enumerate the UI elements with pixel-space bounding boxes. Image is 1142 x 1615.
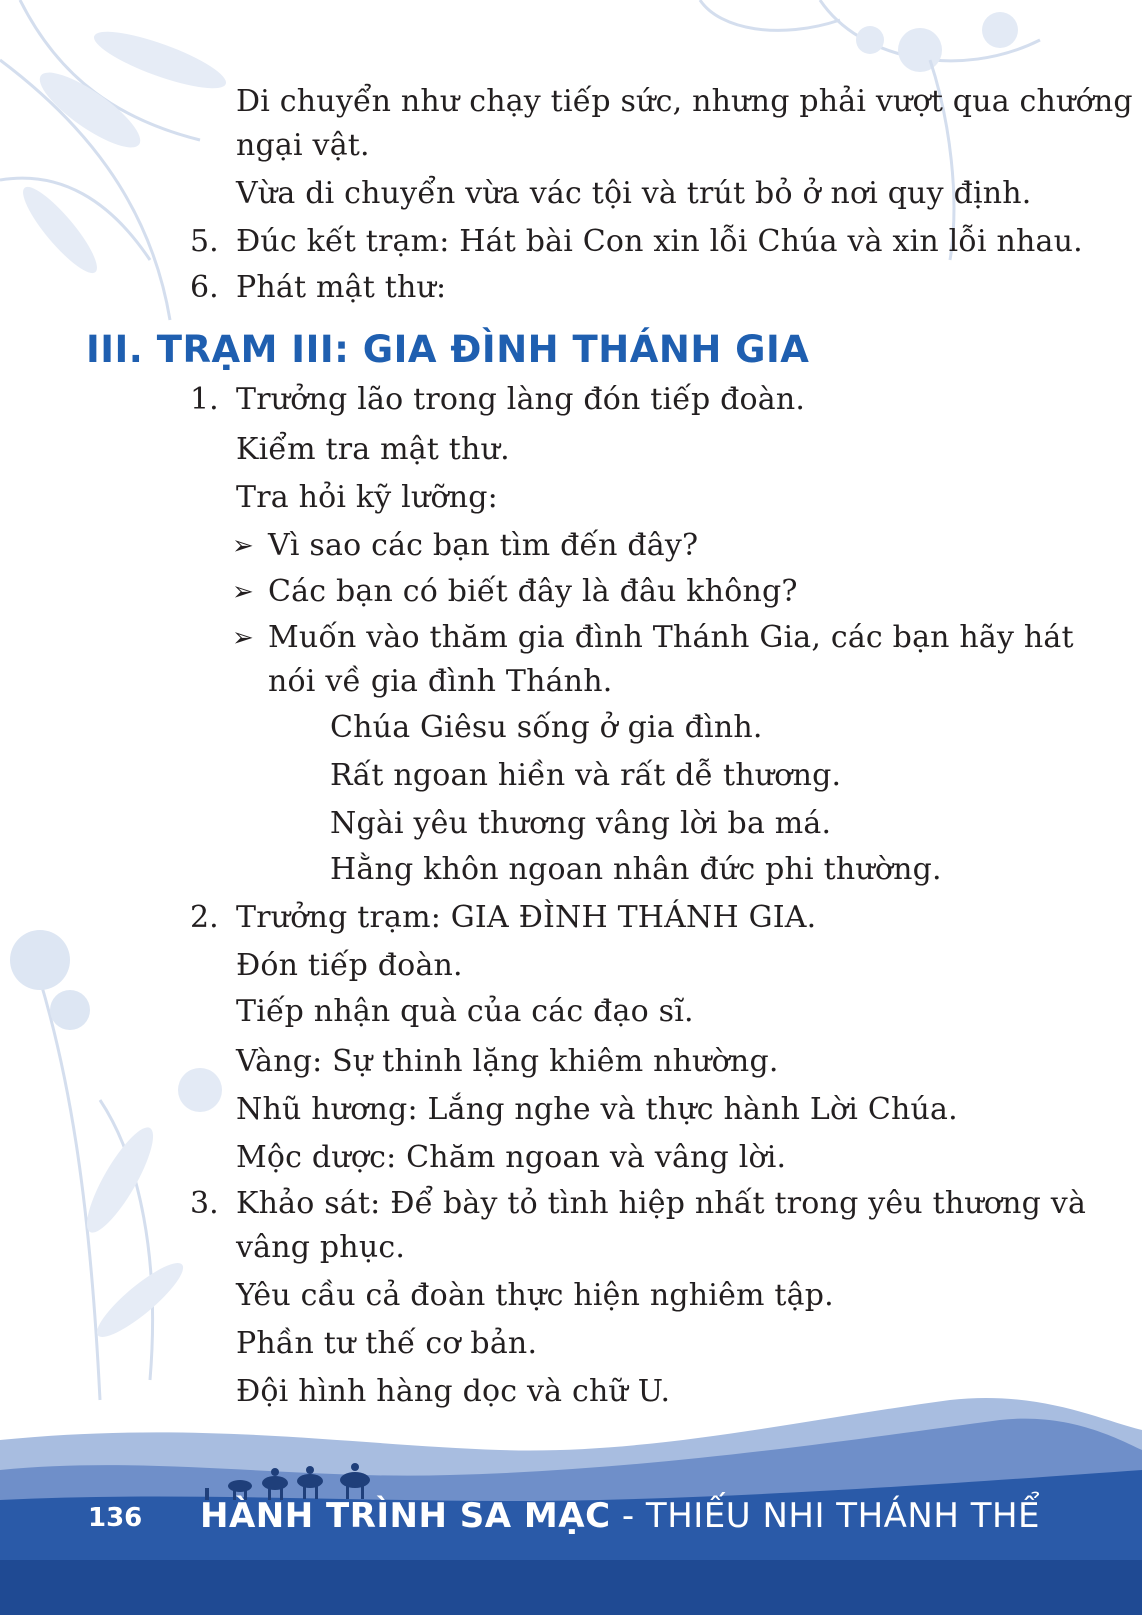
text-line: Kiểm tra mật thư.	[236, 432, 510, 467]
bullet-item-continuation: nói về gia đình Thánh.	[268, 664, 613, 699]
footer-title-separator: -	[610, 1496, 646, 1536]
arrowhead-bullet-icon: ➢	[232, 623, 254, 653]
arrowhead-bullet-icon: ➢	[232, 531, 254, 561]
footer-book-title	[200, 1496, 1040, 1536]
page-number: 136	[88, 1503, 143, 1533]
bullet-item: Các bạn có biết đây là đâu không?	[268, 574, 798, 609]
text-line: Trưởng trạm: GIA ĐÌNH THÁNH GIA.	[236, 900, 817, 935]
text-line: Đón tiếp đoàn.	[236, 948, 463, 983]
list-number: 2.	[190, 900, 219, 935]
text-line: Tra hỏi kỹ lưỡng:	[236, 480, 498, 515]
list-number: 1.	[190, 382, 219, 417]
text-line: Vừa di chuyển vừa vác tội và trút bỏ ở nơi quy định.	[236, 176, 1032, 211]
list-item-text: Đúc kết trạm: Hát bài Con xin lỗi Chúa và xin lỗi nhau.	[236, 224, 1083, 259]
text-line: Di chuyển như chạy tiếp sức, nhưng phải vượt qua chướng	[236, 84, 1133, 119]
section-heading: III. TRẠM III: GIA ĐÌNH THÁNH GIA	[86, 328, 810, 371]
bullet-item: Vì sao các bạn tìm đến đây?	[268, 528, 699, 563]
text-line: vâng phục.	[236, 1230, 406, 1265]
text-line: Nhũ hương: Lắng nghe và thực hành Lời Chúa.	[236, 1092, 958, 1127]
text-line: Đội hình hàng dọc và chữ U.	[236, 1374, 671, 1409]
song-line: Chúa Giêsu sống ở gia đình.	[330, 710, 763, 745]
footer-title-rest: THIẾU NHI THÁNH THỂ	[645, 1496, 1041, 1536]
text-line: Yêu cầu cả đoàn thực hiện nghiêm tập.	[236, 1278, 834, 1313]
footer-title-bold: HÀNH TRÌNH SA MẠC	[200, 1496, 611, 1536]
list-item-text: Phát mật thư:	[236, 270, 447, 305]
list-number: 5.	[190, 224, 219, 259]
text-line: ngại vật.	[236, 128, 370, 163]
text-line: Mộc dược: Chăm ngoan và vâng lời.	[236, 1140, 787, 1175]
song-line: Rất ngoan hiền và rất dễ thương.	[330, 758, 842, 793]
text-line: Tiếp nhận quà của các đạo sĩ.	[236, 994, 694, 1029]
floral-decoration-top	[0, 0, 1040, 320]
bullet-item: Muốn vào thăm gia đình Thánh Gia, các bạn hãy hát	[268, 620, 1074, 655]
list-number: 6.	[190, 270, 219, 305]
arrowhead-bullet-icon: ➢	[232, 577, 254, 607]
list-number: 3.	[190, 1186, 219, 1221]
text-line: Trưởng lão trong làng đón tiếp đoàn.	[236, 382, 806, 417]
floral-decoration-left	[10, 930, 222, 1400]
text-line: Phần tư thế cơ bản.	[236, 1326, 538, 1361]
song-line: Hằng khôn ngoan nhân đức phi thường.	[330, 852, 942, 887]
song-line: Ngài yêu thương vâng lời ba má.	[330, 806, 832, 841]
text-line: Vàng: Sự thinh lặng khiêm nhường.	[236, 1044, 779, 1079]
text-line: Khảo sát: Để bày tỏ tình hiệp nhất trong yêu thương và	[236, 1186, 1087, 1221]
